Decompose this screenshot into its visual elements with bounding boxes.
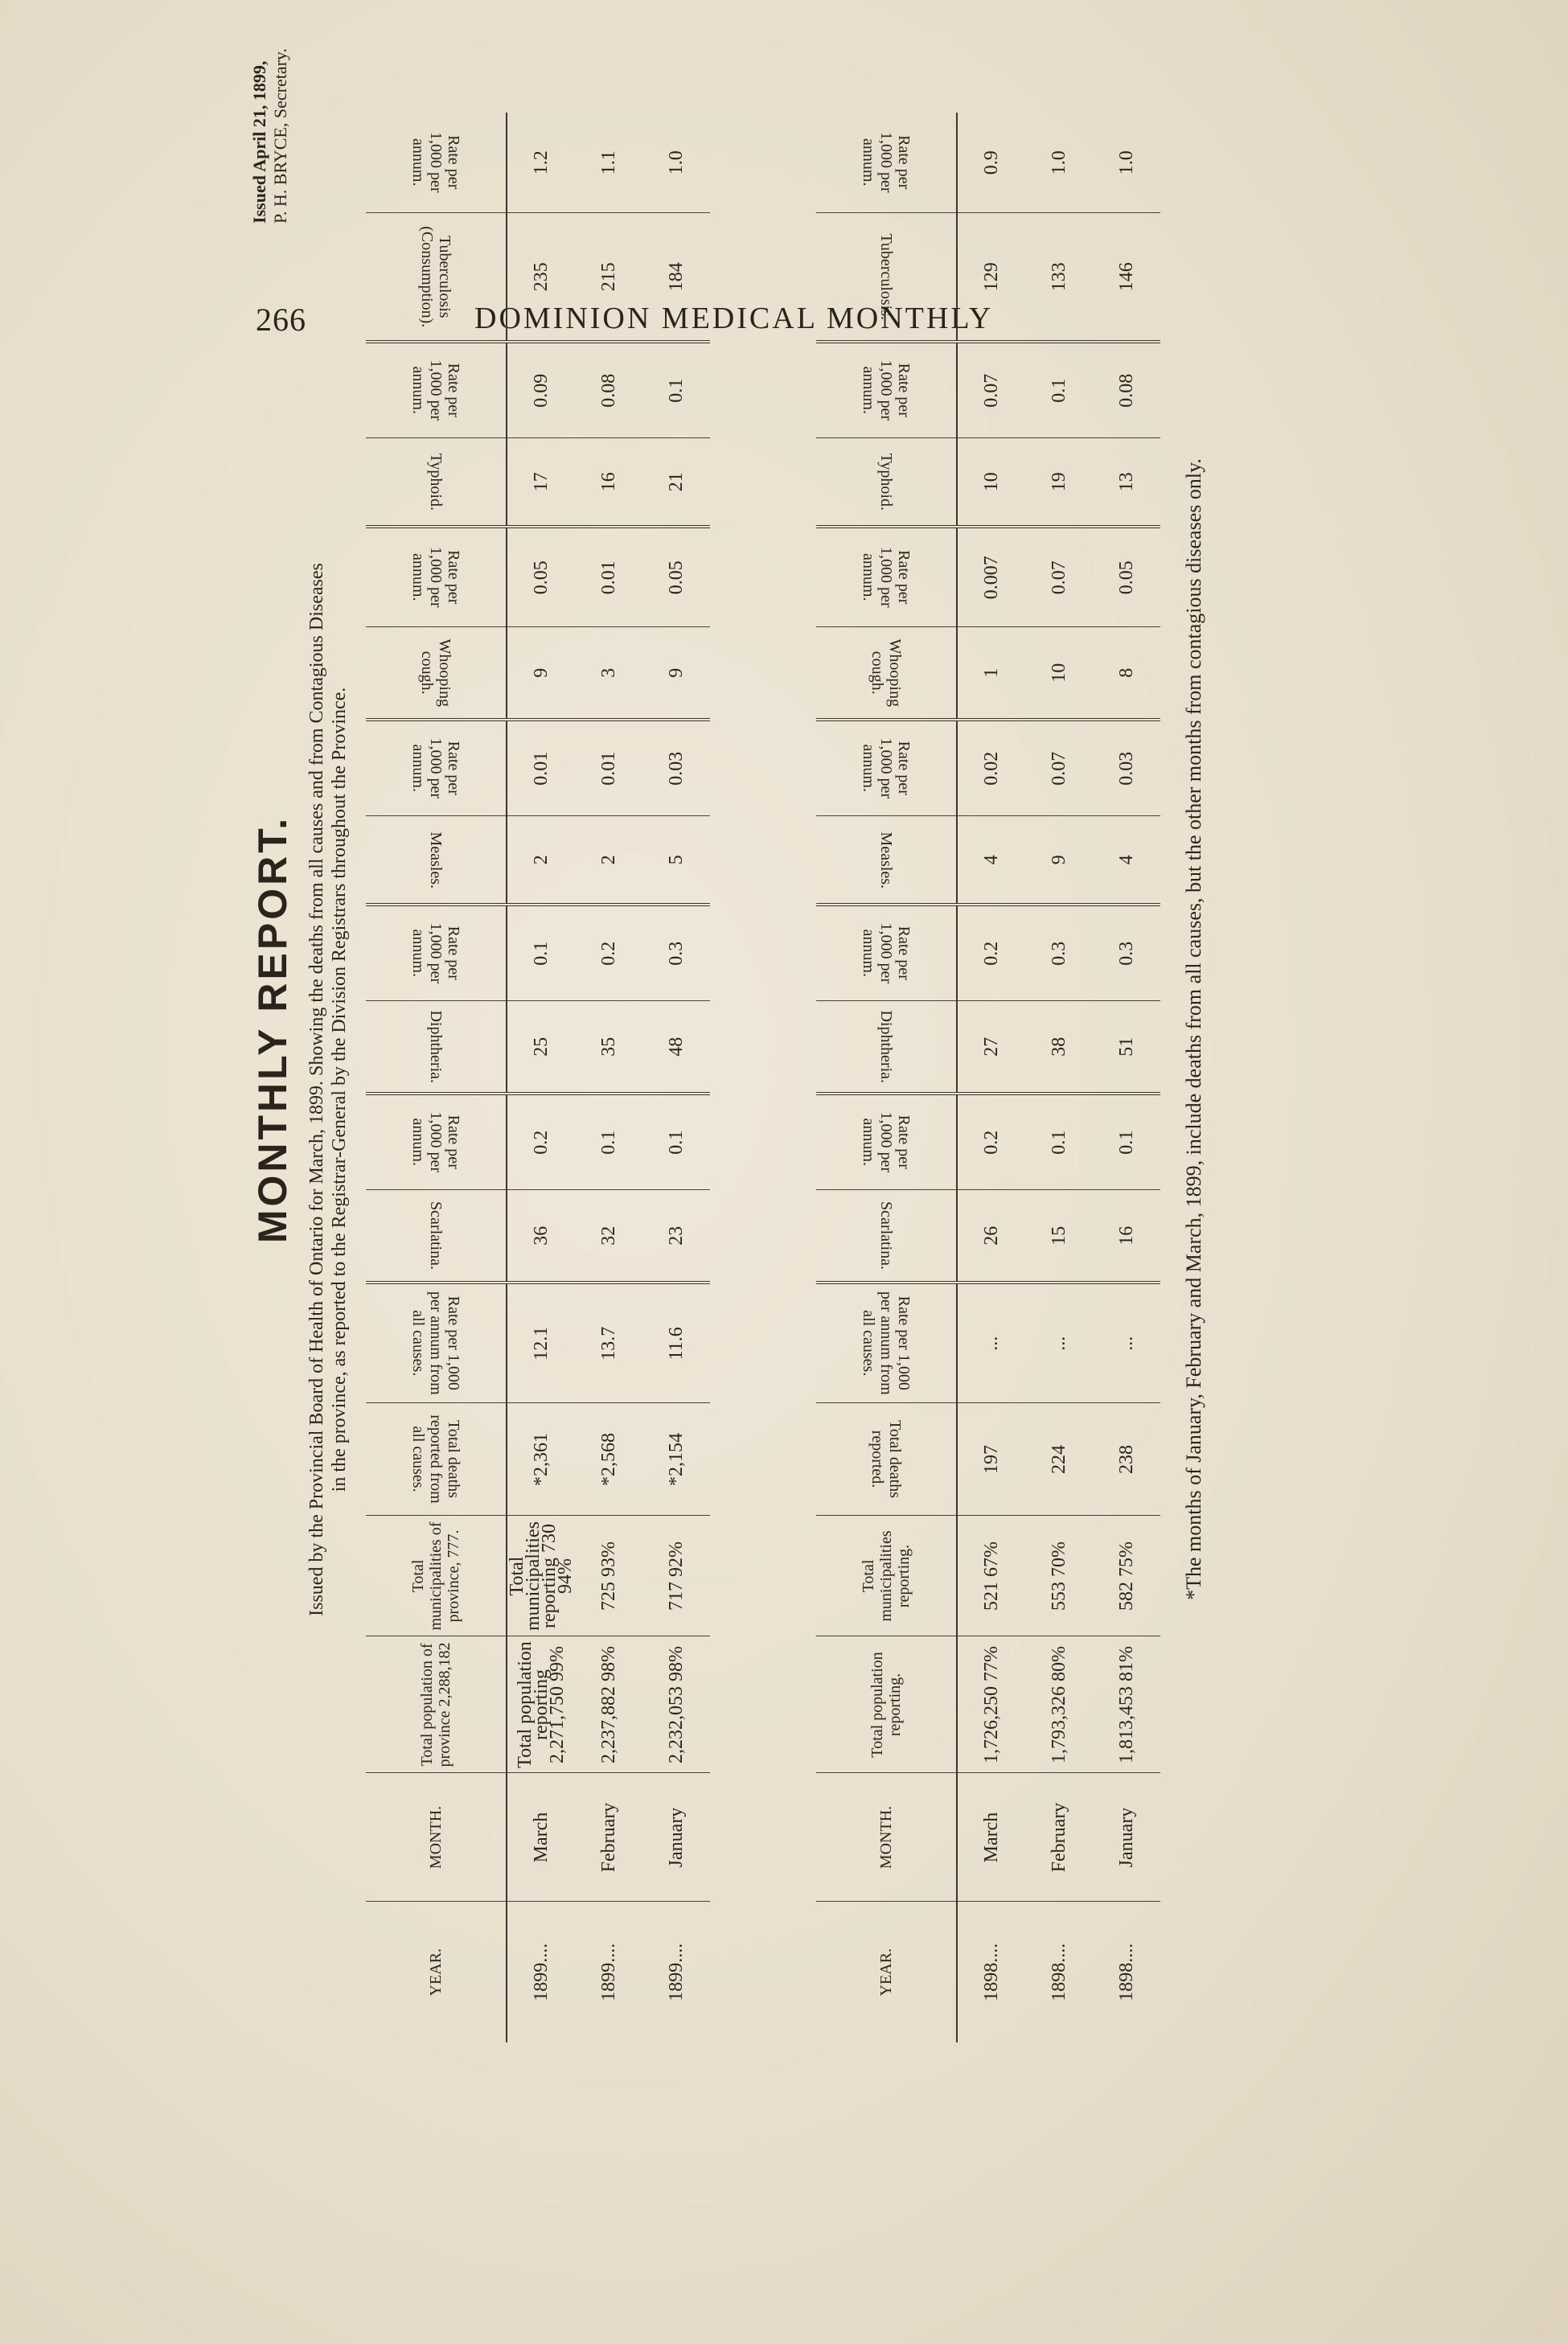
running-head: DOMINION MEDICAL MONTHLY xyxy=(474,302,994,335)
header-text: Rate per 1,000 per annum. xyxy=(409,1111,462,1173)
header-text: Measles. xyxy=(427,831,445,889)
table-cell: 238 xyxy=(1093,1403,1160,1516)
table-cell: 1898.... xyxy=(1093,1902,1160,2042)
table-cell: 8 xyxy=(1093,627,1160,720)
table-cell: 0.07 xyxy=(957,342,1025,438)
header-cell xyxy=(366,1094,507,1190)
table-cell: 48 xyxy=(642,1001,710,1094)
header-cell xyxy=(366,1902,507,2042)
table-cell: 13.7 xyxy=(575,1283,642,1403)
header-cell xyxy=(816,213,957,342)
header-text: Tuberculosis. xyxy=(877,233,895,321)
header-cell xyxy=(816,1773,957,1902)
table-cell: 197 xyxy=(957,1403,1025,1516)
table-cell: 51 xyxy=(1093,1001,1160,1094)
table-cell: 0.07 xyxy=(1025,720,1093,816)
table-cell: 13 xyxy=(1093,438,1160,527)
table-cell: 0.09 xyxy=(507,342,575,438)
table-cell: 27 xyxy=(957,1001,1025,1094)
header-text: Total population of province 2,288,182 xyxy=(418,1642,454,1767)
header-cell xyxy=(816,1094,957,1190)
table-cell: 1 xyxy=(957,627,1025,720)
header-cell xyxy=(816,1190,957,1283)
table-cell: 4 xyxy=(1093,816,1160,905)
table-cell: 1,813,453 81% xyxy=(1093,1636,1160,1773)
table-cell: 16 xyxy=(1093,1190,1160,1283)
header-text: Typhoid. xyxy=(427,453,445,511)
header-text: MONTH. xyxy=(877,1805,895,1870)
header-cell xyxy=(366,1283,507,1403)
table-cell: 0.2 xyxy=(957,905,1025,1001)
header-row xyxy=(816,113,957,2042)
table-cell: 129 xyxy=(957,213,1025,342)
table-cell: 0.01 xyxy=(575,527,642,627)
header-text: Rate per 1,000 per annum. xyxy=(409,547,462,609)
table-cell: 11.6 xyxy=(642,1283,710,1403)
header-cell xyxy=(816,1516,957,1636)
header-text: Total deaths reported from all causes. xyxy=(409,1414,462,1505)
table-cell: 0.1 xyxy=(1093,1094,1160,1190)
table-cell: 1,726,250 77% xyxy=(957,1636,1025,1773)
header-text: Rate per 1,000 per annum. xyxy=(860,922,913,984)
table-cell: 10 xyxy=(957,438,1025,527)
table-cell: 0.02 xyxy=(957,720,1025,816)
header-cell xyxy=(366,720,507,816)
header-text: Rate per 1,000 per annum. xyxy=(860,132,913,194)
header-cell xyxy=(816,438,957,527)
header-cell xyxy=(366,1636,507,1773)
header-cell xyxy=(816,342,957,438)
header-text: Total municipalities of province, 777. xyxy=(409,1521,462,1631)
page-number: 266 xyxy=(256,302,306,338)
header-text: Total population reporting. xyxy=(868,1652,904,1758)
table-cell: 16 xyxy=(575,438,642,527)
header-cell xyxy=(366,1773,507,1902)
table-cell: 1898.... xyxy=(957,1902,1025,2042)
table-cell: 0.3 xyxy=(1025,905,1093,1001)
table-cell: 0.1 xyxy=(642,342,710,438)
table-cell: January xyxy=(642,1773,710,1902)
table-cell: 12.1 xyxy=(507,1283,575,1403)
table-row xyxy=(642,113,710,2042)
table-cell: ... xyxy=(957,1283,1025,1403)
header-text: Rate per 1,000 per annum from all causes. xyxy=(860,1291,913,1396)
header-text: YEAR. xyxy=(877,1948,895,1997)
issued-by: P. H. BRYCE, Secretary. xyxy=(270,48,290,224)
header-text: Diphtheria. xyxy=(877,1010,895,1084)
table-cell: 1899.... xyxy=(642,1902,710,2042)
table-cell: Total population reporting 2,271,750 99% xyxy=(507,1636,575,1773)
header-cell xyxy=(366,527,507,627)
header-cell xyxy=(366,213,507,342)
table-cell: 15 xyxy=(1025,1190,1093,1283)
header-text: Rate per 1,000 per annum. xyxy=(409,922,462,984)
table-cell: 0.1 xyxy=(1025,1094,1093,1190)
table-cell: 23 xyxy=(642,1190,710,1283)
table-cell: 35 xyxy=(575,1001,642,1094)
table-row xyxy=(1093,113,1160,2042)
table-1898 xyxy=(816,113,1160,2042)
report-subtitle xyxy=(306,185,351,1994)
subtitle-line-1: Issued by the Provincial Board of Health of Ontario for March, 1899. Showing the deaths from all causes and from Contagious Diseases xyxy=(306,563,327,1616)
table-cell: Total municipalities reporting 730 94% xyxy=(507,1516,575,1636)
footnote: *The months of January, February and March, 1899, include deaths from all causes, but the other months from contagious diseases only. xyxy=(1182,458,1205,1600)
header-cell xyxy=(816,905,957,1001)
table-cell: 0.05 xyxy=(1093,527,1160,627)
table-cell: *2,361 xyxy=(507,1403,575,1516)
table-cell: 1899.... xyxy=(507,1902,575,2042)
header-cell xyxy=(366,627,507,720)
header-text: Scarlatina. xyxy=(877,1201,895,1271)
table-cell: 0.2 xyxy=(507,1094,575,1190)
table-cell: 0.05 xyxy=(507,527,575,627)
table-cell: 146 xyxy=(1093,213,1160,342)
header-text: Rate per 1,000 per annum. xyxy=(860,737,913,799)
report-title: MONTHLY REPORT. xyxy=(250,815,295,1244)
header-cell xyxy=(816,1902,957,2042)
table-cell: 21 xyxy=(642,438,710,527)
header-cell xyxy=(816,627,957,720)
header-cell xyxy=(816,1283,957,1403)
table-row xyxy=(575,113,642,2042)
table-cell: 0.3 xyxy=(642,905,710,1001)
header-row xyxy=(366,113,507,2042)
table-cell: 553 70% xyxy=(1025,1516,1093,1636)
table-cell: 1,793,326 80% xyxy=(1025,1636,1093,1773)
table-cell: 0.1 xyxy=(507,905,575,1001)
table-cell: 0.01 xyxy=(575,720,642,816)
table-cell: 0.2 xyxy=(575,905,642,1001)
header-cell xyxy=(366,1403,507,1516)
table-cell: *2,568 xyxy=(575,1403,642,1516)
header-cell xyxy=(366,905,507,1001)
header-cell xyxy=(366,342,507,438)
table-cell: 0.08 xyxy=(1093,342,1160,438)
table-cell: 17 xyxy=(507,438,575,527)
header-text: Rate per 1,000 per annum. xyxy=(860,359,913,421)
table-cell: 725 93% xyxy=(575,1516,642,1636)
table-cell: 1898.... xyxy=(1025,1902,1093,2042)
table-cell: January xyxy=(1093,1773,1160,1902)
table-row xyxy=(957,113,1025,2042)
rotated-report xyxy=(249,16,1214,2042)
table-cell: 0.1 xyxy=(642,1094,710,1190)
table-cell: 184 xyxy=(642,213,710,342)
table-cell: 1.1 xyxy=(597,150,619,175)
header-text: Whooping cough. xyxy=(868,638,904,707)
table-cell: 9 xyxy=(1025,816,1093,905)
table-cell: 0.05 xyxy=(642,527,710,627)
table-cell: 9 xyxy=(507,627,575,720)
header-cell xyxy=(366,1001,507,1094)
header-cell xyxy=(816,113,957,213)
table-cell: ... xyxy=(1025,1283,1093,1403)
header-text: Rate per 1,000 per annum. xyxy=(409,737,462,799)
header-text: Rate per 1,000 per annum. xyxy=(409,132,462,194)
header-text: Rate per 1,000 per annum from all causes. xyxy=(409,1291,462,1396)
table-cell: 26 xyxy=(957,1190,1025,1283)
table-cell: 25 xyxy=(507,1001,575,1094)
table-cell: February xyxy=(1025,1773,1093,1902)
table-cell: 521 67% xyxy=(957,1516,1025,1636)
header-cell xyxy=(816,1636,957,1773)
header-cell xyxy=(816,1001,957,1094)
table-cell: 1.0 xyxy=(665,150,687,175)
table-cell: 1.0 xyxy=(1048,150,1069,175)
header-cell xyxy=(366,113,507,213)
header-text: Tuberculosis (Consumption). xyxy=(418,226,454,328)
header-cell xyxy=(816,527,957,627)
table-cell: February xyxy=(575,1773,642,1902)
table-cell: 0.07 xyxy=(1025,527,1093,627)
table-cell: 2,232,053 98% xyxy=(642,1636,710,1773)
table-cell: 0.01 xyxy=(507,720,575,816)
table-cell: 0.007 xyxy=(957,527,1025,627)
table-cell: 717 92% xyxy=(642,1516,710,1636)
header-cell xyxy=(816,720,957,816)
table-cell: 215 xyxy=(575,213,642,342)
header-cell xyxy=(366,1516,507,1636)
table-cell: 0.1 xyxy=(575,1094,642,1190)
table-cell: 235 xyxy=(507,213,575,342)
header-text: Total municipalities reporting. xyxy=(860,1530,913,1622)
header-text: Typhoid. xyxy=(877,453,895,511)
table-cell: 2,237,882 98% xyxy=(575,1636,642,1773)
table-cell: 1.2 xyxy=(530,150,552,175)
table-cell: 224 xyxy=(1025,1403,1093,1516)
header-text: Rate per 1,000 per annum. xyxy=(409,359,462,421)
table-cell: 5 xyxy=(642,816,710,905)
table-cell: 4 xyxy=(957,816,1025,905)
header-text: MONTH. xyxy=(427,1805,445,1870)
header-text: Whooping cough. xyxy=(418,638,454,707)
table-cell: 2 xyxy=(575,816,642,905)
table-cell: 0.9 xyxy=(980,150,1002,175)
table-cell: ... xyxy=(1093,1283,1160,1403)
table-cell: 0.2 xyxy=(957,1094,1025,1190)
table-cell: *2,154 xyxy=(642,1403,710,1516)
table-cell: 10 xyxy=(1025,627,1093,720)
header-cell xyxy=(816,1403,957,1516)
table-cell: March xyxy=(507,1773,575,1902)
header-text: YEAR. xyxy=(427,1948,445,1997)
header-cell xyxy=(366,816,507,905)
table-cell: 133 xyxy=(1025,213,1093,342)
table-cell: 0.08 xyxy=(575,342,642,438)
header-cell xyxy=(366,1190,507,1283)
header-cell xyxy=(816,816,957,905)
table-cell: March xyxy=(957,1773,1025,1902)
table-cell: 2 xyxy=(507,816,575,905)
table-cell: 36 xyxy=(507,1190,575,1283)
issued-block xyxy=(249,48,291,224)
table-cell: 1.0 xyxy=(1115,150,1137,175)
header-text: Scarlatina. xyxy=(427,1201,445,1271)
table-cell: 1899.... xyxy=(575,1902,642,2042)
header-text: Diphtheria. xyxy=(427,1010,445,1084)
header-text: Rate per 1,000 per annum. xyxy=(860,547,913,609)
table-cell: 0.1 xyxy=(1025,342,1093,438)
table-row xyxy=(507,113,575,2042)
header-cell xyxy=(366,438,507,527)
table-cell: 0.03 xyxy=(642,720,710,816)
issued-date: Issued April 21, 1899, xyxy=(249,60,269,224)
table-1899 xyxy=(366,113,710,2042)
header-text: Rate per 1,000 per annum. xyxy=(860,1111,913,1173)
table-cell: 3 xyxy=(575,627,642,720)
header-text: Total deaths reported. xyxy=(868,1420,904,1499)
table-cell: 19 xyxy=(1025,438,1093,527)
table-cell: 0.03 xyxy=(1093,720,1160,816)
table-cell: 32 xyxy=(575,1190,642,1283)
header-text: Measles. xyxy=(877,831,895,889)
table-cell: 38 xyxy=(1025,1001,1093,1094)
table-row xyxy=(1025,113,1093,2042)
table-cell: 0.3 xyxy=(1093,905,1160,1001)
table-cell: 582 75% xyxy=(1093,1516,1160,1636)
subtitle-line-2: in the province, as reported to the Registrar-General by the Division Registrars throughout the Province. xyxy=(329,687,350,1492)
table-cell: 9 xyxy=(642,627,710,720)
